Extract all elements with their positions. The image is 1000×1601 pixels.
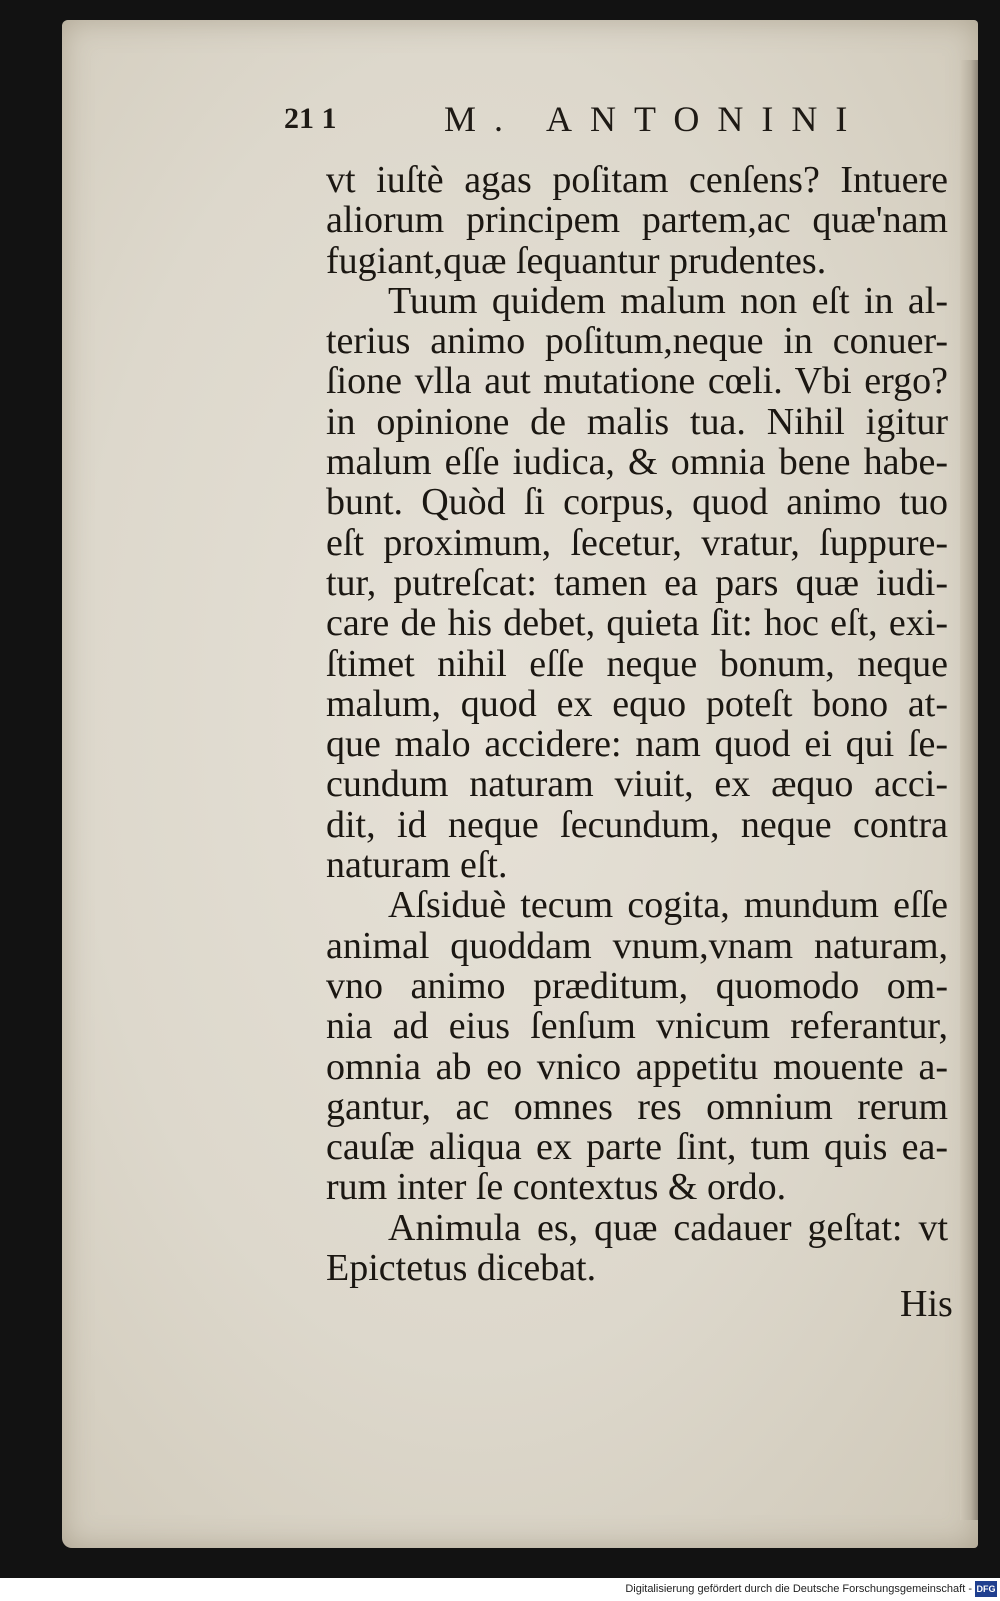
- running-title: M. ANTONINI: [444, 99, 866, 139]
- text-line: Animula es, quæ cadauer geſtat: vt: [388, 1206, 948, 1249]
- text-line: cauſæ aliqua ex parte ſint, tum quis ea-: [326, 1126, 948, 1169]
- text-line: vt iuſtè agas poſitam cenſens? Intuere: [326, 159, 948, 201]
- text-line: Aſsiduè tecum cogita, mundum eſſe: [388, 884, 948, 927]
- text-line: terius animo poſitum,neque in conuer-: [326, 320, 948, 363]
- text-line: nia ad eius ſenſum vnicum referantur,: [326, 1005, 948, 1048]
- text-line: fugiant,quæ ſequantur prudentes.: [326, 239, 827, 282]
- text-line: cundum naturam viuit, ex æquo acci-: [326, 763, 948, 806]
- text-line: naturam eſt.: [326, 844, 508, 887]
- text-line: aliorum principem partem,ac quæ'nam: [326, 199, 948, 242]
- page-edge: [960, 60, 978, 1520]
- footer-credit: Digitalisierung gefördert durch die Deutsche Forschungsgemeinschaft -: [625, 1583, 972, 1595]
- text-line: omnia ab eo vnico appetitu mouente a-: [326, 1045, 948, 1088]
- text-line: gantur, ac omnes res omnium rerum: [326, 1085, 948, 1128]
- text-line: dit, id neque ſecundum, neque contra: [326, 803, 948, 846]
- text-line: ſtimet nihil eſſe neque bonum, neque: [326, 642, 948, 685]
- text-line: tur, putreſcat: tamen ea pars quæ iudi-: [326, 561, 948, 604]
- text-line: eſt proximum, ſecetur, vratur, ſuppure-: [326, 521, 948, 564]
- footer-bar: [0, 1578, 1000, 1601]
- running-head: [284, 99, 924, 150]
- text-line: Epictetus dicebat.: [326, 1247, 597, 1290]
- text-line: que malo accidere: nam quod ei qui ſe-: [326, 723, 948, 766]
- dfg-logo-icon: DFG: [975, 1581, 997, 1597]
- text-line: rum inter ſe contextus & ordo.: [326, 1166, 787, 1209]
- body-text: [326, 160, 948, 1288]
- page-number: 21 1: [284, 102, 337, 135]
- text-line: malum eſſe iudica, & omnia bene habe-: [326, 441, 948, 484]
- text-line: ſione vlla aut mutatione cœli. Vbi ergo?: [326, 360, 948, 403]
- text-line: care de his debet, quieta ſit: hoc eſt, exi-: [326, 602, 948, 645]
- book-page: [62, 20, 978, 1548]
- text-line: bunt. Quòd ſi corpus, quod animo tuo: [326, 481, 948, 524]
- text-line: Tuum quidem malum non eſt in al-: [388, 279, 948, 322]
- text-line: vno animo præditum, quomodo om-: [326, 964, 948, 1007]
- catchword: His: [900, 1283, 953, 1325]
- text-line: animal quoddam vnum,vnam naturam,: [326, 924, 948, 967]
- text-line: malum, quod ex equo poteſt bono at-: [326, 682, 948, 725]
- text-line: in opinione de malis tua. Nihil igitur: [326, 400, 948, 443]
